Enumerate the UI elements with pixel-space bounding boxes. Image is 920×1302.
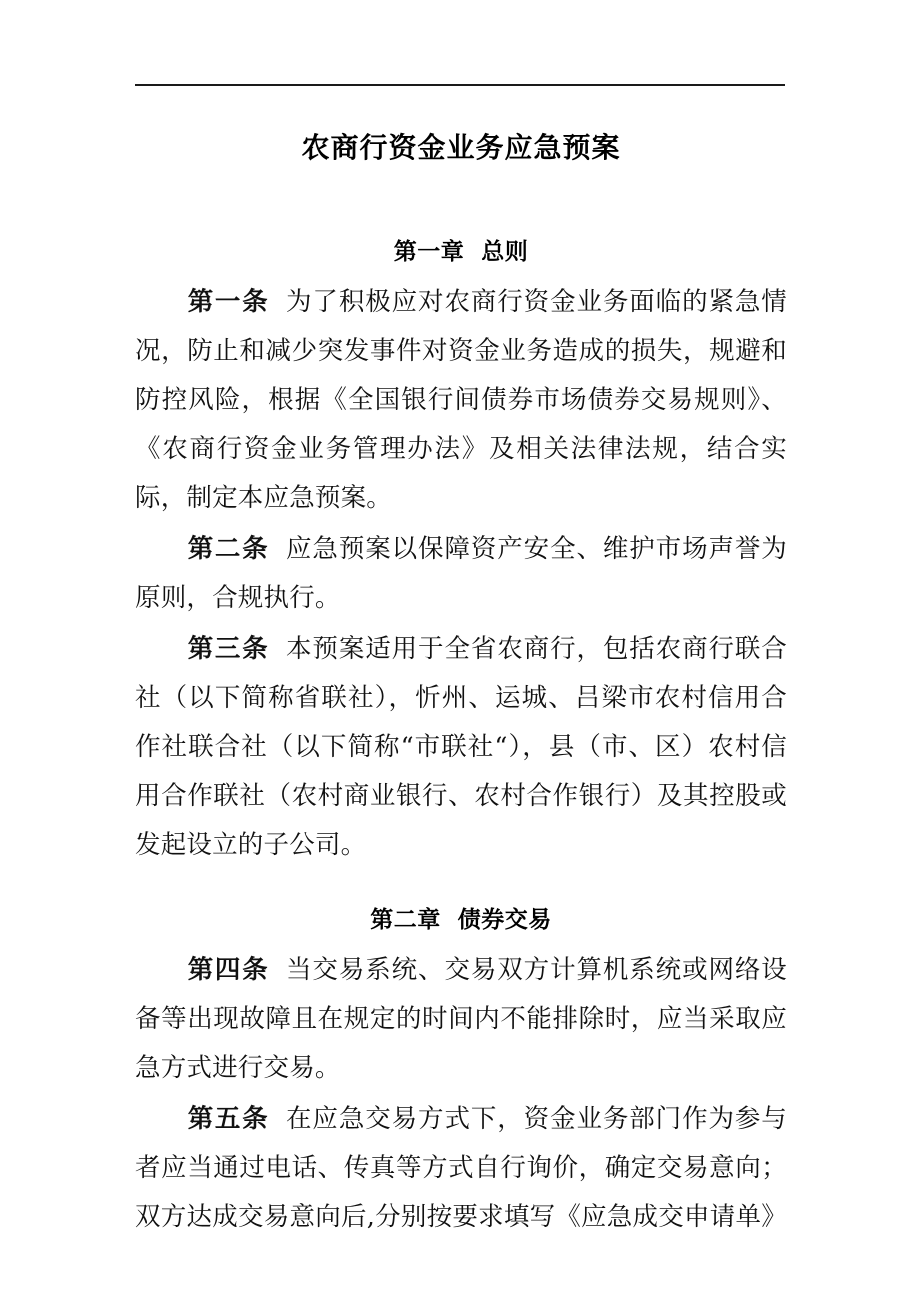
article-marker: 第三条 [187,634,270,664]
article-marker: 第二条 [187,534,270,564]
chapter-heading-2: 第二章 债券交易 [370,907,552,933]
article-text: 为了积极应对农商行资金业务面临的紧急情况，防止和减少突发事件对资金业务造成的损失，规避和防控风险，根据《全国银行间债券市场债券交易规则》、《农商行资金业务管理办法》及相关法律法规，结合实际，制定本应急预案。 [135,287,787,513]
article-text: 应急预案以保障资产安全、维护市场声誉为原则，合规执行。 [135,534,787,613]
article-text: 在应急交易方式下，资金业务部门作为参与者应当通过电话、传真等方式自行询价，确定交易意向；双方达成交易意向后,分别按要求填写《应急成交申请单》 [135,1104,787,1232]
article-marker: 第五条 [187,1104,270,1134]
page-title: 农商行资金业务应急预案 [301,131,621,164]
article-paragraph [135,946,787,1093]
article-paragraph [135,278,787,523]
chapter-heading-1: 第一章 总则 [393,239,529,265]
article-paragraph [135,625,787,870]
article-text: 本预案适用于全省农商行，包括农商行联合社（以下简称省联社），忻州、运城、吕梁市农村信用合作社联合社（以下简称“市联社“），县（市、区）农村信用合作联社（农村商业银行、农村合作银行）及其控股或发起设立的子公司。 [135,634,787,860]
article-marker: 第一条 [187,287,270,317]
article-marker: 第四条 [187,955,270,985]
article-paragraph [135,1095,787,1242]
article-paragraph [135,525,787,623]
header-divider-rule [135,84,785,86]
document-content [135,108,787,1244]
article-text: 当交易系统、交易双方计算机系统或网络设备等出现故障且在规定的时间内不能排除时，应当采取应急方式进行交易。 [135,955,787,1083]
title-spacer [135,170,787,232]
